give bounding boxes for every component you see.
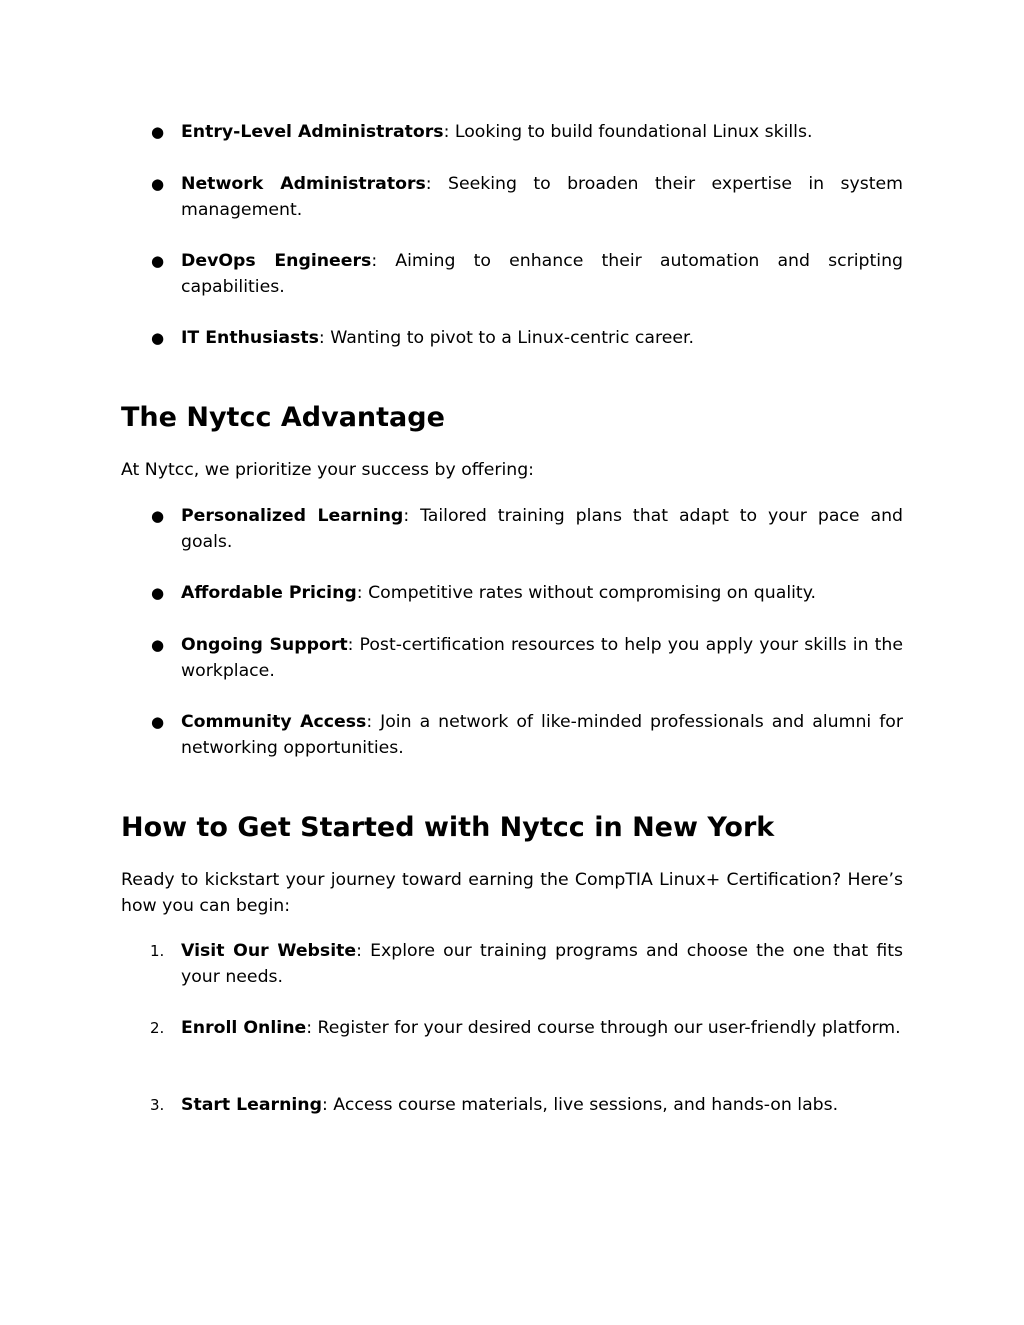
item-term: Entry-Level Administrators: [181, 122, 444, 142]
item-term: Community Access: [181, 712, 367, 732]
step-number: 2.: [150, 1019, 165, 1037]
item-desc: : Wanting to pivot to a Linux-centric career.: [318, 328, 695, 348]
item-desc: : Competitive rates without compromising on quality.: [356, 583, 816, 603]
item-desc: : Register for your desired course through our user-friendly platform.: [306, 1018, 901, 1038]
item-desc: : Join a network of like-minded professionals and alumni for networking opportunities.: [181, 712, 903, 758]
item-term: Ongoing Support: [181, 635, 348, 655]
item-term: Enroll Online: [181, 1018, 307, 1038]
list-item: [121, 580, 903, 606]
bullet-icon: ●: [151, 123, 165, 141]
item-term: Start Learning: [181, 1095, 322, 1115]
list-item: [121, 119, 903, 145]
bullet-icon: ●: [151, 713, 165, 731]
item-term: Affordable Pricing: [181, 583, 357, 603]
item-desc: : Looking to build foundational Linux skills.: [443, 122, 813, 142]
list-item: [121, 709, 903, 761]
item-desc: : Explore our training programs and choose the one that fits your needs.: [181, 941, 903, 987]
bullet-icon: ●: [151, 175, 165, 193]
bullet-icon: ●: [151, 636, 165, 654]
item-desc: : Aiming to enhance their automation and scripting capabilities.: [181, 251, 903, 297]
list-item: [121, 325, 903, 351]
item-term: Visit Our Website: [181, 941, 357, 961]
list-item: [121, 1015, 903, 1041]
bullet-icon: ●: [151, 329, 165, 347]
item-term: IT Enthusiasts: [181, 328, 319, 348]
list-item: [121, 248, 903, 300]
bullet-icon: ●: [151, 252, 165, 270]
item-desc: : Post-certification resources to help you apply your skills in the workplace.: [181, 635, 903, 681]
item-term: Network Administrators: [181, 174, 426, 194]
list-item: [121, 632, 903, 684]
bullet-icon: ●: [151, 584, 165, 602]
item-desc: : Tailored training plans that adapt to your pace and goals.: [181, 506, 903, 552]
get-started-intro: Ready to kickstart your journey toward earning the CompTIA Linux+ Certification? Here’s how you can begin:: [121, 870, 903, 916]
step-number: 1.: [150, 942, 165, 960]
item-term: DevOps Engineers: [181, 251, 372, 271]
list-item: [121, 938, 903, 990]
item-desc: : Seeking to broaden their expertise in system management.: [181, 174, 903, 220]
item-term: Personalized Learning: [181, 506, 404, 526]
advantage-intro: At Nytcc, we prioritize your success by offering:: [121, 460, 534, 480]
item-desc: : Access course materials, live sessions, and hands-on labs.: [321, 1095, 839, 1115]
step-number: 3.: [150, 1096, 165, 1114]
section-heading-advantage: The Nytcc Advantage: [121, 402, 445, 433]
list-item: [121, 171, 903, 223]
list-item: [121, 503, 903, 555]
section-heading-get-started: How to Get Started with Nytcc in New York: [121, 812, 775, 843]
list-item: [121, 1092, 903, 1118]
bullet-icon: ●: [151, 507, 165, 525]
